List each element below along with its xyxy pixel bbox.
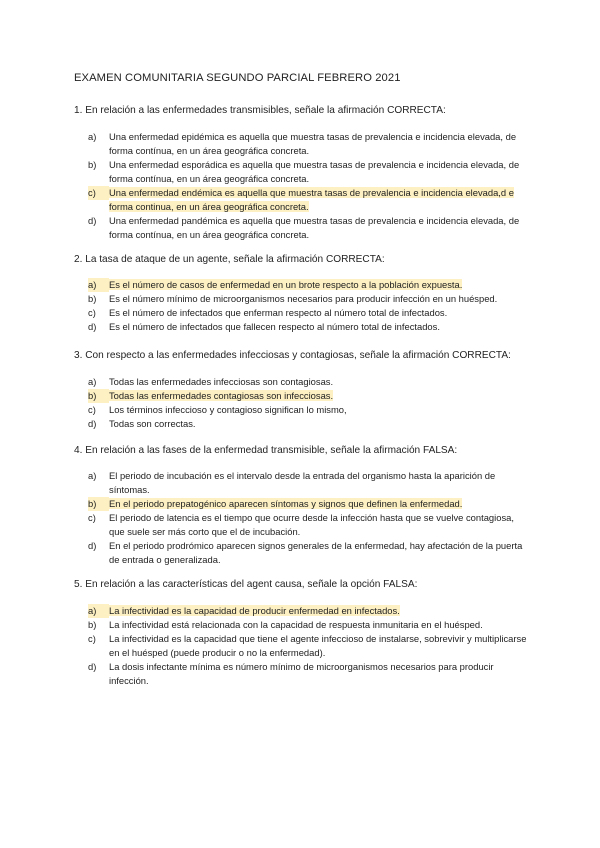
question-1: 1. En relación a las enfermedades transmisibles, señale la afirmación CORRECTA: <box>74 105 446 116</box>
option-3c <box>88 403 528 417</box>
question-3: 3. Con respecto a las enfermedades infecciosas y contagiosas, señale la afirmación CORRECTA: <box>74 350 511 361</box>
option-2d <box>88 320 528 334</box>
option-3d <box>88 417 528 431</box>
option-letter: c) <box>88 307 96 318</box>
document-title: EXAMEN COMUNITARIA SEGUNDO PARCIAL FEBRERO 2021 <box>74 72 401 84</box>
option-text: Una enfermedad pandémica es aquella que muestra tasas de prevalencia e incidencia elevada, de forma contínua, en un área geográfica concreta. <box>109 215 520 240</box>
option-text: La infectividad es la capacidad que tiene el agente infeccioso de instalarse, sobrevivir y multiplicarse en el huésped (puede producir o no la enfermedad). <box>109 633 527 658</box>
option-letter: d) <box>88 661 97 672</box>
question-3-options <box>88 375 528 431</box>
option-3a <box>88 375 528 389</box>
option-text: En el periodo prepatogénico aparecen síntomas y signos que definen la enfermedad. <box>109 498 463 509</box>
option-letter: b) <box>88 619 97 630</box>
option-letter: b) <box>88 497 109 511</box>
option-1d <box>88 214 528 242</box>
option-3b-highlighted <box>88 389 528 403</box>
question-2: 2. La tasa de ataque de un agente, señale la afirmación CORRECTA: <box>74 254 385 265</box>
question-1-options <box>88 130 528 242</box>
option-letter: c) <box>88 404 96 415</box>
option-text: Todas las enfermedades contagiosas son infecciosas. <box>109 390 334 401</box>
option-text: Es el número de casos de enfermedad en un brote respecto a la población expuesta. <box>109 279 463 290</box>
option-text: Los términos infeccioso y contagioso significan lo mismo, <box>109 404 347 415</box>
option-4d <box>88 539 528 567</box>
option-letter: a) <box>88 470 97 481</box>
option-text: Es el número de infectados que fallecen respecto al número total de infectados. <box>109 321 440 332</box>
option-1c-highlighted <box>88 186 528 214</box>
option-letter: a) <box>88 131 97 142</box>
option-text: Es el número mínimo de microorganismos necesarios para producir infección en un huésped. <box>109 293 498 304</box>
option-2c <box>88 306 528 320</box>
option-1a <box>88 130 528 158</box>
option-letter: d) <box>88 321 97 332</box>
question-2-options <box>88 278 528 334</box>
option-text: La infectividad es la capacidad de producir enfermedad en infectados. <box>109 605 400 616</box>
option-text: Una enfermedad epidémica es aquella que muestra tasas de prevalencia e incidencia elevada, de forma contínua, en un área geográfica concreta. <box>109 131 517 156</box>
question-5-options <box>88 604 528 688</box>
option-letter: a) <box>88 604 109 618</box>
option-text: El periodo de latencia es el tiempo que ocurre desde la infección hasta que se vuelve contagiosa, que suele ser más corto que el de incubación. <box>109 512 514 537</box>
option-text: En el periodo prodrómico aparecen signos generales de la enfermedad, hay afectación de la puerta de entrada o generalizada. <box>109 540 523 565</box>
option-5a-highlighted <box>88 604 528 618</box>
option-4a <box>88 469 528 497</box>
question-5: 5. En relación a las características del agent causa, señale la opción FALSA: <box>74 579 418 590</box>
question-4-options <box>88 469 528 567</box>
option-letter: c) <box>88 512 96 523</box>
option-letter: b) <box>88 159 97 170</box>
option-letter: a) <box>88 376 97 387</box>
option-text: Una enfermedad esporádica es aquella que muestra tasas de prevalencia e incidencia elevada, de forma contínua, en un área geográfica concreta. <box>109 159 520 184</box>
option-text: Es el número de infectados que enferman respecto al número total de infectados. <box>109 307 448 318</box>
option-text: Todas las enfermedades infecciosas son contagiosas. <box>109 376 334 387</box>
option-5b <box>88 618 528 632</box>
option-1b <box>88 158 528 186</box>
option-letter: c) <box>88 633 96 644</box>
option-4b-highlighted <box>88 497 528 511</box>
option-5c <box>88 632 528 660</box>
question-4: 4. En relación a las fases de la enfermedad transmisible, señale la afirmación FALSA: <box>74 445 458 456</box>
option-2a-highlighted <box>88 278 528 292</box>
option-5d <box>88 660 528 688</box>
option-text: La infectividad está relacionada con la capacidad de respuesta inmunitaria en el huésped. <box>109 619 483 630</box>
option-text: La dosis infectante mínima es número mínimo de microorganismos necesarios para producir infección. <box>109 661 494 686</box>
option-text: Todas son correctas. <box>109 418 196 429</box>
option-letter: d) <box>88 418 97 429</box>
option-text: Una enfermedad endémica es aquella que muestra tasas de prevalencia e incidencia elevada,d e forma continua, en un área geográfica concreta. <box>109 187 514 212</box>
option-2b <box>88 292 528 306</box>
option-letter: b) <box>88 389 109 403</box>
option-letter: a) <box>88 278 109 292</box>
option-4c <box>88 511 528 539</box>
option-letter: d) <box>88 215 97 226</box>
option-letter: d) <box>88 540 97 551</box>
option-text: El periodo de incubación es el intervalo desde la entrada del organismo hasta la aparición de síntomas. <box>109 470 496 495</box>
option-letter: b) <box>88 293 97 304</box>
option-letter: c) <box>88 186 109 200</box>
